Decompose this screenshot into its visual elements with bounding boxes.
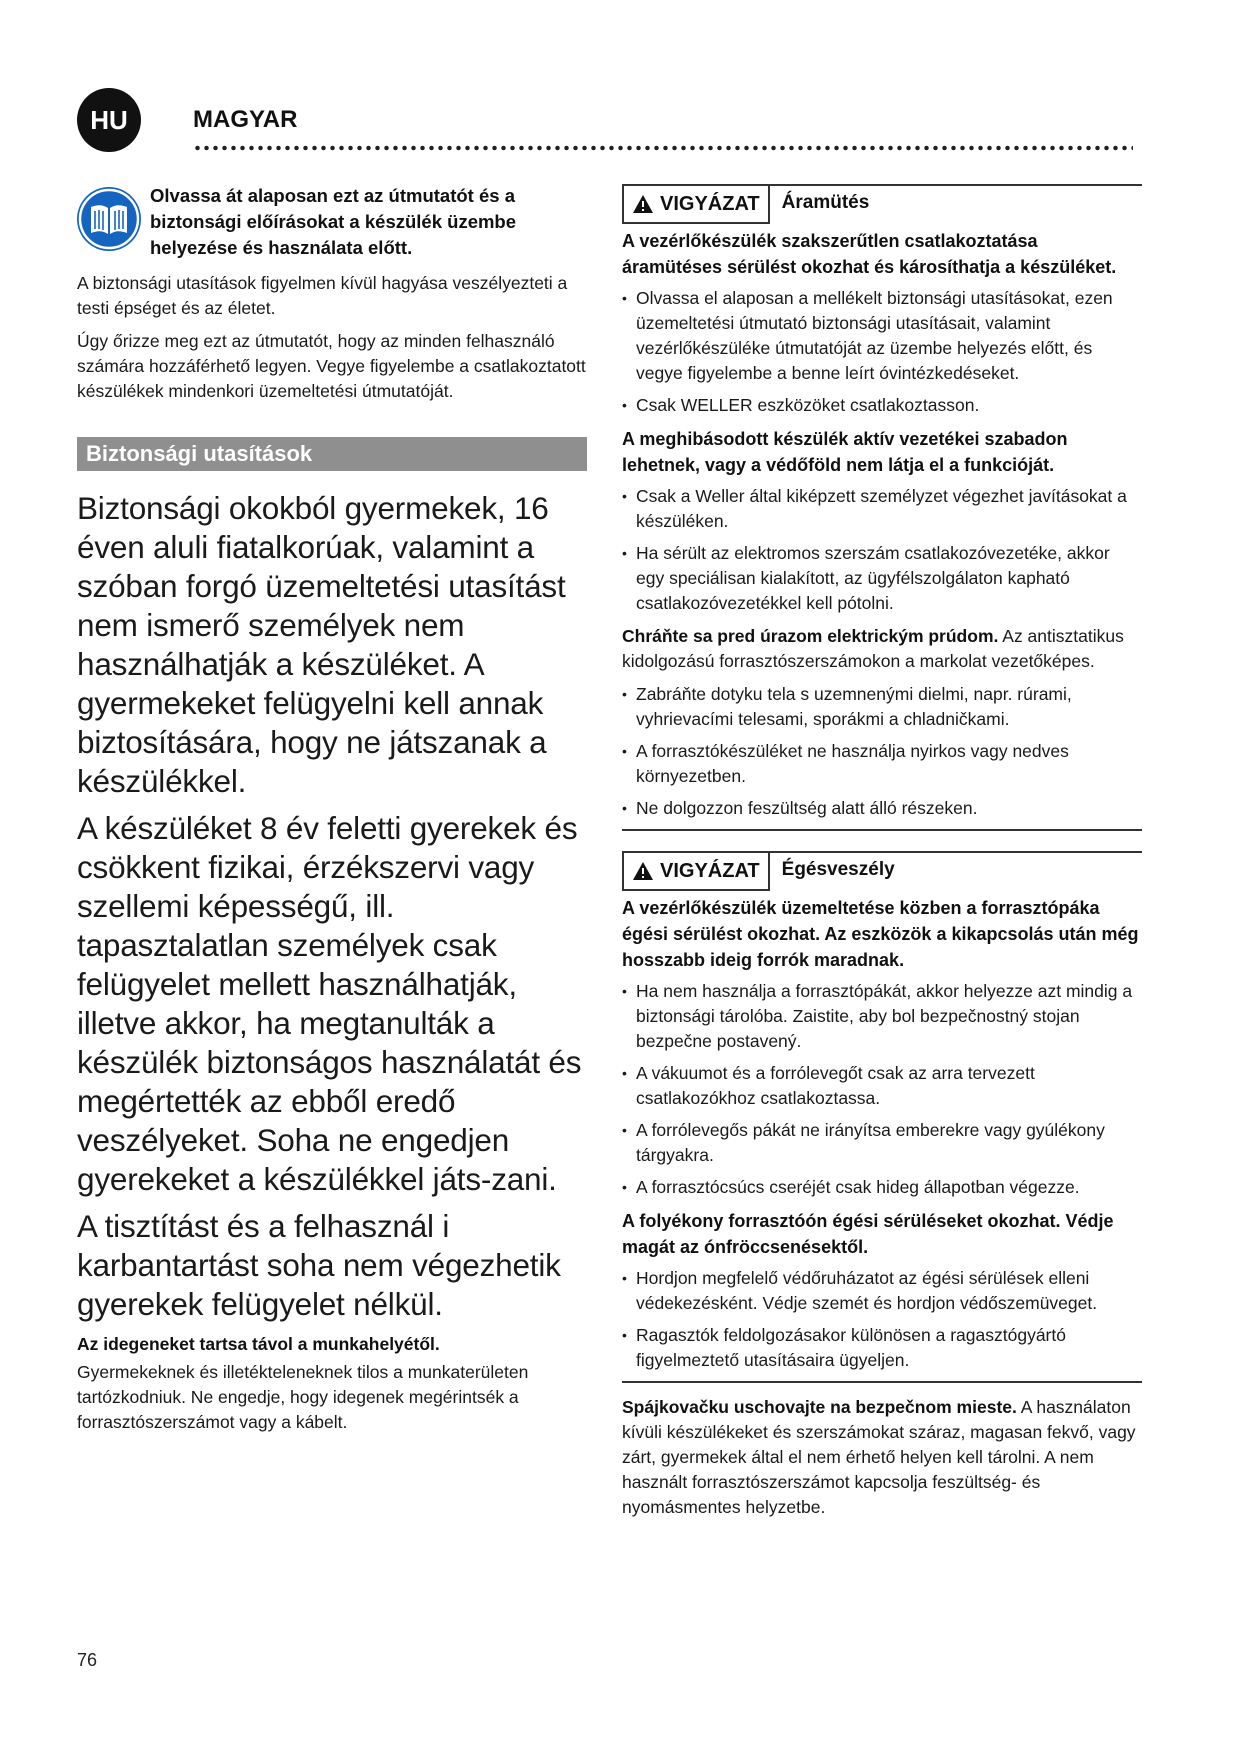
list-item: • Zabráňte dotyku tela s uzemnenými dielmi, napr. rúrami, vyhrievacími telesami, sporákmi a chladničkami. [622,682,1142,732]
warning-topic: Égésveszély [781,859,895,880]
warning-topic: Áramütés [781,192,870,213]
intro-paragraph-2: Úgy őrizze meg ezt az útmutatót, hogy az minden felhasználó számára hozzáférhető legyen. Vegye figyelembe a csatlakoztatott készülékek mindenkori üzemeltetési útmutatóját. [77,331,586,401]
bullet-list [622,979,1142,1200]
list-item: • Hordjon megfelelő védőruházatot az égési sérülések elleni védekezésként. Védje szemét és hordjon védőszemüveget. [622,1266,1142,1316]
list-item: • Olvassa el alaposan a mellékelt biztonsági utasításokat, ezen üzemeltetési útmutató biztonsági utasításait, valamint vezérlőkészüléke útmutatóját az üzembe helyezés előtt, és vegye figyelembe a benne leírt óvintézkedéseket. [622,286,1142,386]
section-rule [622,1381,1142,1383]
left-column [77,183,587,1443]
bullet-list [622,286,1142,418]
list-item: • Ha sérült az elektromos szerszám csatlakozóvezetéke, akkor egy speciálisan kialakított, az ügyfélszolgálaton kapható csatlakozóvezetékkel kell pótolni. [622,541,1142,616]
strangers-heading: Az idegeneket tartsa távol a munkahelyétől. [77,1334,440,1354]
antistatic-paragraph [622,624,1142,674]
antistatic-text: Az antisztatikus kidolgozású forrasztószerszámokon a markolat vezetőképes. [622,626,1124,671]
page-title: MAGYAR [193,106,298,133]
language-badge: HU [77,88,141,152]
intro-bold-text: Olvassa át alaposan ezt az útmutatót és a biztonsági előírásokat a készülék üzembe helyezése és használata előtt. [150,185,517,258]
warning-label: VIGYÁZAT [660,192,760,215]
storage-text: A használaton kívüli készülékeket és szerszámokat száraz, magasan fekvő, vagy zárt, gyermekek által el nem érhető helyen kell tárolni. A nem használt forrasztószerszámot kapcsolja feszültség- és nyomásmentes helyzetbe. [622,1397,1136,1517]
book-icon [77,187,141,251]
warning-bold-text: A vezérlőkészülék üzemeltetése közben a forrasztópáka égési sérülést okozhat. Az eszközök a kikapcsolás után még hosszabb ideig forrók maradnak. [622,898,1139,970]
bullet-list [622,682,1142,821]
storage-paragraph [622,1395,1142,1520]
supervision-paragraph: A készüléket 8 év feletti gyerekek és csökkent fizikai, érzékszervi vagy szellemi képességű, ill. tapasztalatlan személyek csak felügyelet mellett használhatják, illetve akkor, ha megtanulták a készülék biztonságos használatát és megértették az ebből eredő veszélyeket. Soha ne engedjen gyerekeket a készülékkel játs-zani. [77,810,582,1197]
warning-label: VIGYÁZAT [660,859,760,882]
antistatic-bold: Chráňte sa pred úrazom elektrickým prúdom. [622,626,999,646]
section-heading: Biztonsági utasítások [77,437,587,471]
list-item: • Ne dolgozzon feszültség alatt álló részeken. [622,796,1142,821]
list-item: • Ragasztók feldolgozásakor különösen a ragasztógyártó figyelmeztető utasításaira ügyeljen. [622,1323,1142,1373]
page-number: 76 [77,1650,98,1670]
warning-triangle-icon [632,861,654,881]
list-item: • Ha nem használja a forrasztópákát, akkor helyezze azt mindig a biztonsági tárolóba. Zaistite, aby bol bezpečnostný stojan bezpečne postavený. [622,979,1142,1054]
intro-block [77,183,587,261]
bullet-list [622,484,1142,616]
list-item: • A forrasztócsúcs cseréjét csak hideg állapotban végezze. [622,1175,1142,1200]
right-column [622,184,1142,1520]
warning-bold-text: A vezérlőkészülék szakszerűtlen csatlakoztatása áramütéses sérülést okozhat és károsíthatja a készüléket. [622,231,1117,277]
list-item: • A forrasztókészüléket ne használja nyirkos vagy nedves környezetben. [622,739,1142,789]
list-item: • A vákuumot és a forrólevegőt csak az arra tervezett csatlakozókhoz csatlakoztassa. [622,1061,1142,1111]
bullet-list [622,1266,1142,1373]
warning-triangle-icon [632,194,654,214]
storage-bold: Spájkovačku uschovajte na bezpečnom mieste. [622,1397,1017,1417]
cleaning-paragraph: A tisztítást és a felhasznál i karbantartást soha nem végezhetik gyerekek felügyelet nélkül. [77,1208,561,1322]
dotted-divider [193,144,1133,152]
warning-header-burn [622,851,1142,891]
list-item: • Csak a Weller által kiképzett személyzet végezhet javításokat a készüléken. [622,484,1142,534]
intro-paragraph-1: A biztonsági utasítások figyelmen kívül hagyása veszélyezteti a testi épséget és az életet. [77,273,568,318]
strangers-paragraph: Gyermekeknek és illetékteleneknek tilos a munkaterületen tartózkodniuk. Ne engedje, hogy idegenek megérintsék a forrasztószerszámot vagy a kábelt. [77,1362,529,1432]
warning-label-box [622,853,770,891]
warning-label-box [622,186,770,224]
warning-bold-text: A meghibásodott készülék aktív vezetékei szabadon lehetnek, vagy a védőföld nem látja el a funkcióját. [622,429,1068,475]
list-item: • A forrólevegős pákát ne irányítsa emberekre vagy gyúlékony tárgyakra. [622,1118,1142,1168]
warning-bold-text: A folyékony forrasztóón égési sérüléseket okozhat. Védje magát az ónfröccsenésektől. [622,1211,1114,1257]
list-item: • Csak WELLER eszközöket csatlakoztasson. [622,393,1142,418]
warning-header-electric [622,184,1142,224]
children-warning-paragraph: Biztonsági okokból gyermekek, 16 éven aluli fiatalkorúak, valamint a szóban forgó üzemeltetési utasítást nem ismerő személyek nem használhatják a készüléket. A gyermekeket felügyelni kell annak biztosítására, hogy ne játszanak a készülékkel. [77,490,566,799]
